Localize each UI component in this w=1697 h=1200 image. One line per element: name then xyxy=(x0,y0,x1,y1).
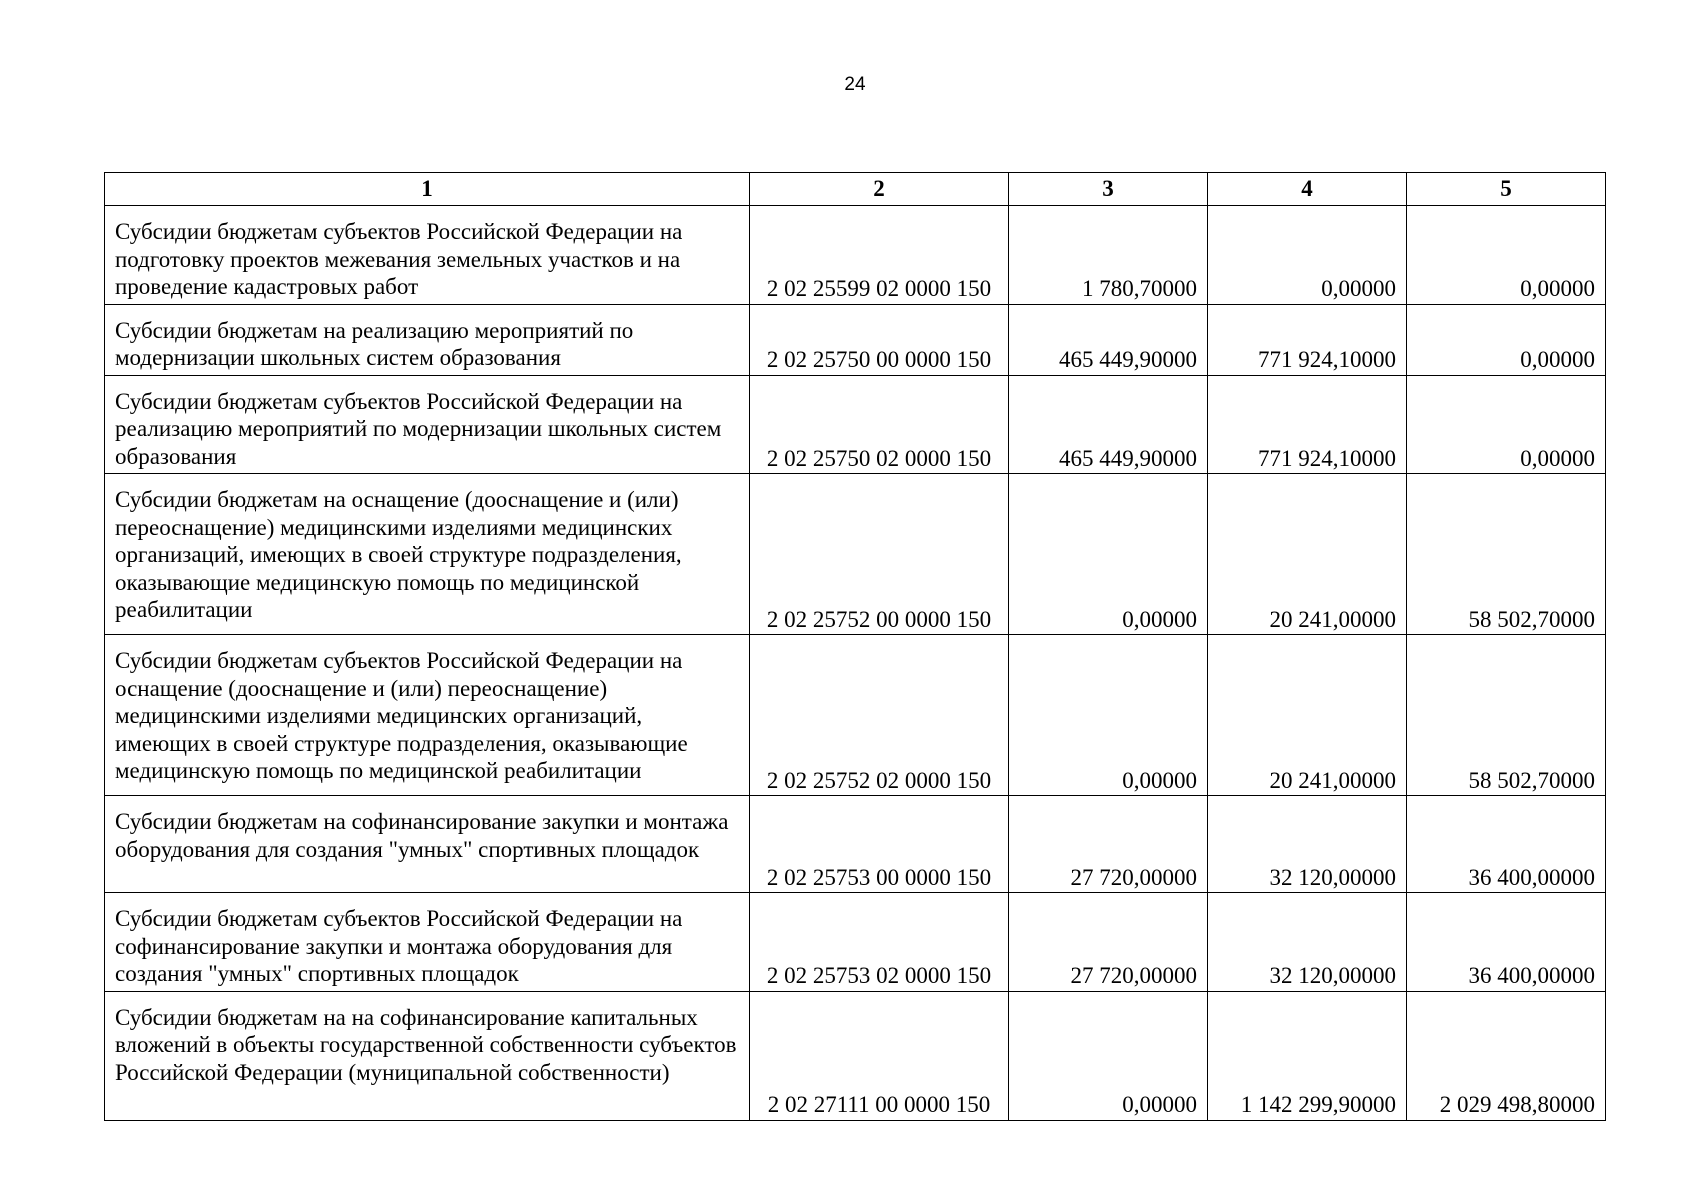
row-name: Субсидии бюджетам на на софинансирование капитальных вложений в объекты государственной собственности субъектов Российской Федерации (муниципальной собственности) xyxy=(105,991,750,1120)
row-name: Субсидии бюджетам на реализацию мероприятий по модернизации школьных систем образования xyxy=(105,304,750,375)
table-header-row xyxy=(105,173,1606,206)
table-row xyxy=(105,206,1606,305)
row-code: 2 02 25599 02 0000 150 xyxy=(750,206,1009,305)
row-value-4: 32 120,00000 xyxy=(1208,796,1407,893)
row-code: 2 02 25752 00 0000 150 xyxy=(750,474,1009,635)
row-value-4: 771 924,10000 xyxy=(1208,375,1407,474)
table-row xyxy=(105,893,1606,992)
row-value-3: 465 449,90000 xyxy=(1009,304,1208,375)
row-code: 2 02 25753 02 0000 150 xyxy=(750,893,1009,992)
row-value-3: 0,00000 xyxy=(1009,991,1208,1120)
row-value-5: 58 502,70000 xyxy=(1407,474,1606,635)
row-value-3: 1 780,70000 xyxy=(1009,206,1208,305)
row-value-4: 1 142 299,90000 xyxy=(1208,991,1407,1120)
row-value-4: 0,00000 xyxy=(1208,206,1407,305)
row-value-3: 27 720,00000 xyxy=(1009,796,1208,893)
row-value-3: 465 449,90000 xyxy=(1009,375,1208,474)
row-value-3: 0,00000 xyxy=(1009,635,1208,796)
row-value-5: 0,00000 xyxy=(1407,304,1606,375)
row-name: Субсидии бюджетам субъектов Российской Федерации на оснащение (дооснащение и (или) переоснащение) медицинскими изделиями медицинских организаций, имеющих в своей структуре подразделения, оказывающие медицинскую помощь по медицинской реабилитации xyxy=(105,635,750,796)
table-row xyxy=(105,304,1606,375)
row-code: 2 02 25750 02 0000 150 xyxy=(750,375,1009,474)
table-row xyxy=(105,796,1606,893)
row-value-5: 58 502,70000 xyxy=(1407,635,1606,796)
row-value-4: 771 924,10000 xyxy=(1208,304,1407,375)
column-header-2: 2 xyxy=(750,173,1009,206)
row-code: 2 02 25750 00 0000 150 xyxy=(750,304,1009,375)
row-value-3: 27 720,00000 xyxy=(1009,893,1208,992)
page-number: 24 xyxy=(844,74,866,95)
budget-revenue-table xyxy=(104,172,1606,1121)
row-value-4: 32 120,00000 xyxy=(1208,893,1407,992)
row-value-4: 20 241,00000 xyxy=(1208,635,1407,796)
table-row xyxy=(105,474,1606,635)
table-row xyxy=(105,991,1606,1120)
row-value-5: 2 029 498,80000 xyxy=(1407,991,1606,1120)
row-code: 2 02 27111 00 0000 150 xyxy=(750,991,1009,1120)
column-header-4: 4 xyxy=(1208,173,1407,206)
row-code: 2 02 25752 02 0000 150 xyxy=(750,635,1009,796)
row-value-3: 0,00000 xyxy=(1009,474,1208,635)
row-name: Субсидии бюджетам на оснащение (дооснащение и (или) переоснащение) медицинскими изделиями медицинских организаций, имеющих в своей структуре подразделения, оказывающие медицинскую помощь по медицинской реабилитации xyxy=(105,474,750,635)
row-value-5: 0,00000 xyxy=(1407,375,1606,474)
table-row xyxy=(105,375,1606,474)
column-header-1: 1 xyxy=(105,173,750,206)
row-name: Субсидии бюджетам субъектов Российской Федерации на подготовку проектов межевания земельных участков и на проведение кадастровых работ xyxy=(105,206,750,305)
row-value-5: 36 400,00000 xyxy=(1407,893,1606,992)
row-name: Субсидии бюджетам на софинансирование закупки и монтажа оборудования для создания "умных" спортивных площадок xyxy=(105,796,750,893)
column-header-3: 3 xyxy=(1009,173,1208,206)
row-code: 2 02 25753 00 0000 150 xyxy=(750,796,1009,893)
row-name: Субсидии бюджетам субъектов Российской Федерации на реализацию мероприятий по модернизации школьных систем образования xyxy=(105,375,750,474)
row-value-4: 20 241,00000 xyxy=(1208,474,1407,635)
row-value-5: 0,00000 xyxy=(1407,206,1606,305)
row-value-5: 36 400,00000 xyxy=(1407,796,1606,893)
table-row xyxy=(105,635,1606,796)
column-header-5: 5 xyxy=(1407,173,1606,206)
row-name: Субсидии бюджетам субъектов Российской Федерации на софинансирование закупки и монтажа оборудования для создания "умных" спортивных площадок xyxy=(105,893,750,992)
